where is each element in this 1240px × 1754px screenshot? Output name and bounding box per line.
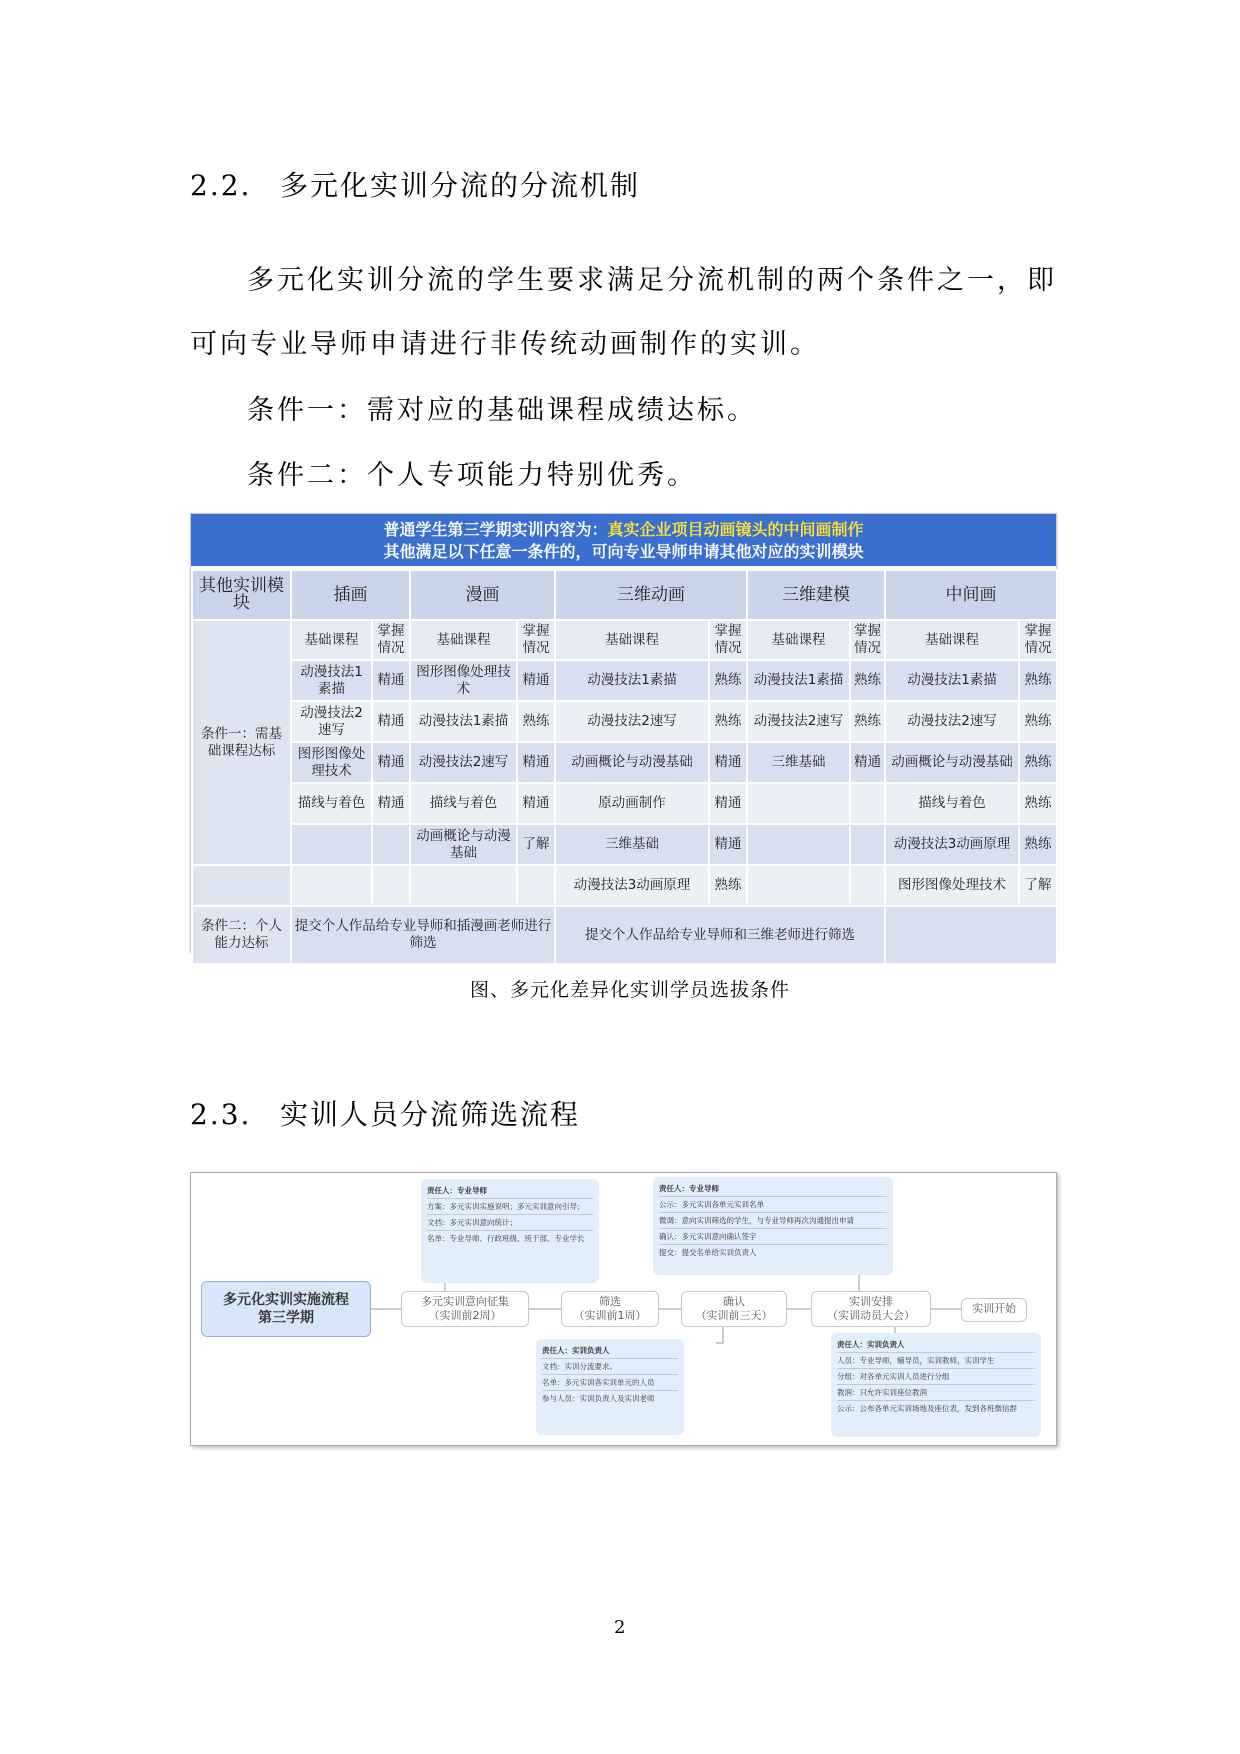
note-line: 提交：提交名单给实训负责人	[659, 1244, 887, 1260]
table-cell: 描线与着色	[885, 783, 1019, 824]
note-title: 责任人：实训负责人	[542, 1346, 610, 1355]
flow-root-node	[201, 1281, 371, 1337]
note-line: 文档：多元实训意向统计；	[427, 1214, 593, 1230]
sub-header-level: 掌握情况	[517, 620, 555, 660]
table-cell: 动漫技法2速写	[747, 701, 850, 742]
sub-header-course: 基础课程	[885, 620, 1019, 660]
page-number: 2	[614, 1617, 626, 1638]
table-cell: 动漫技法1素描	[291, 660, 372, 701]
table-cell: 动漫技法3动画原理	[555, 865, 709, 906]
flow-step-screen	[561, 1291, 659, 1327]
table-cell: 精通	[517, 783, 555, 824]
table-cell	[372, 824, 410, 865]
table-cell: 动画概论与动漫基础	[410, 824, 517, 865]
section-title: 实训人员分流筛选流程	[280, 1098, 581, 1131]
note-line: 名单：多元实训各实训单元的人员	[542, 1374, 678, 1390]
table-row	[192, 742, 1057, 783]
table-cell	[747, 783, 850, 824]
table-cell: 精通	[709, 783, 747, 824]
condition-one-label: 条件一：需基础课程达标	[192, 620, 291, 865]
step-time: （实训前1周）	[573, 1309, 647, 1322]
note-line: 公示：公布各单元实训场地及座位表，发到各班微信群	[837, 1400, 1035, 1416]
condition-two-text: 条件二：个人专项能力特别优秀。	[247, 460, 697, 491]
table-cell: 了解	[1019, 865, 1057, 906]
table-cell: 三维基础	[747, 742, 850, 783]
note-confirm	[653, 1177, 893, 1275]
note-title: 责任人：实训负责人	[837, 1340, 905, 1349]
condition-two-label: 条件二：个人能力达标	[192, 906, 291, 964]
table-cell: 动漫技法2速写	[555, 701, 709, 742]
table-cell: 熟练	[1019, 701, 1057, 742]
table-cell: 精通	[517, 742, 555, 783]
table-cell: 熟练	[1019, 742, 1057, 783]
step-time: （实训动员大会）	[827, 1309, 915, 1322]
table-cell: 精通	[709, 742, 747, 783]
note-line: 确认：多元实训意向确认签字	[659, 1228, 887, 1244]
table-cell: 熟练	[1019, 783, 1057, 824]
table-cell	[747, 824, 850, 865]
note-line: 教润：只允许实训座位教润	[837, 1384, 1035, 1400]
condition-two-empty	[885, 906, 1057, 964]
table-row	[192, 701, 1057, 742]
table-cell	[291, 865, 372, 906]
sub-header-level: 掌握情况	[709, 620, 747, 660]
table-cell: 熟练	[850, 660, 885, 701]
table-cell	[291, 824, 372, 865]
criteria-table	[191, 569, 1058, 965]
table-cell: 动漫技法1素描	[410, 701, 517, 742]
figure-caption: 图、多元化差异化实训学员选拔条件	[470, 979, 791, 1001]
table-row	[192, 865, 1057, 906]
table-cell: 图形图像处理技术	[410, 660, 517, 701]
section-number: 2.2.	[190, 169, 252, 202]
table-cell	[517, 865, 555, 906]
note-line: 微调：意向实训筛选的学生，与专业导师再次沟通提出申请	[659, 1212, 887, 1228]
banner-line1-prefix: 普通学生第三学期实训内容为：	[383, 520, 608, 539]
sub-header-level: 掌握情况	[372, 620, 410, 660]
table-cell	[850, 824, 885, 865]
sub-header-course: 基础课程	[555, 620, 709, 660]
step-time: （实训前2周）	[428, 1309, 502, 1322]
section-title: 多元化实训分流的分流机制	[280, 169, 641, 202]
table-cell	[747, 865, 850, 906]
table-cell: 熟练	[1019, 660, 1057, 701]
table-cell: 精通	[709, 824, 747, 865]
table-cell: 描线与着色	[291, 783, 372, 824]
module-header: 三维建模	[747, 570, 885, 620]
section-number: 2.3.	[190, 1098, 252, 1131]
table-cell: 三维基础	[555, 824, 709, 865]
note-arrange	[831, 1333, 1041, 1437]
table-cell: 熟练	[709, 865, 747, 906]
table-cell: 动漫技法1素描	[747, 660, 850, 701]
selection-criteria-table-figure	[190, 513, 1057, 953]
flow-step-confirm	[681, 1291, 787, 1327]
condition-two-illustration: 提交个人作品给专业导师和插漫画老师进行筛选	[291, 906, 555, 964]
condition-one-text: 条件一：需对应的基础课程成绩达标。	[247, 395, 757, 426]
table-cell: 精通	[517, 660, 555, 701]
table-cell: 精通	[850, 742, 885, 783]
step-title: 多元实训意向征集	[421, 1295, 509, 1308]
step-title: 确认	[723, 1295, 745, 1308]
note-line: 方案：多元实训实施说明；多元实训意向引导；	[427, 1198, 593, 1214]
flow-root-line: 第三学期	[258, 1310, 314, 1326]
module-header: 中间画	[885, 570, 1057, 620]
note-line: 人员：专业导师，辅导员，实训教师，实训学生	[837, 1352, 1035, 1368]
table-cell: 动漫技法2速写	[885, 701, 1019, 742]
table-cell: 精通	[372, 783, 410, 824]
table-cell: 精通	[372, 701, 410, 742]
flow-step-arrange	[811, 1291, 931, 1327]
table-row	[192, 660, 1057, 701]
banner-line2: 其他满足以下任意一条件的，可向专业导师申请其他对应的实训模块	[383, 542, 864, 561]
flow-step-collect	[401, 1291, 529, 1327]
step-title: 实训安排	[849, 1295, 893, 1308]
note-line: 参与人员：实训负责人及实训老师	[542, 1390, 678, 1406]
table-header-row	[192, 570, 1057, 620]
sub-header-level: 掌握情况	[1019, 620, 1057, 660]
table-cell: 了解	[517, 824, 555, 865]
note-screen	[536, 1339, 684, 1435]
table-row	[192, 783, 1057, 824]
sub-header-level: 掌握情况	[850, 620, 885, 660]
flow-step-start: 实训开始	[961, 1298, 1027, 1322]
module-header: 三维动画	[555, 570, 747, 620]
banner-line1-highlight: 真实企业项目动画镜头的中间画制作	[607, 520, 864, 539]
table-cell: 图形图像处理技术	[291, 742, 372, 783]
table-cell: 熟练	[709, 701, 747, 742]
step-title: 筛选	[599, 1295, 621, 1308]
table-cell: 描线与着色	[410, 783, 517, 824]
note-line: 分组：对各单元实训人员进行分组	[837, 1368, 1035, 1384]
table-cell-empty	[192, 865, 291, 906]
paragraph-line: 可向专业导师申请进行非传统动画制作的实训。	[190, 329, 820, 360]
table-cell: 精通	[372, 742, 410, 783]
sub-header-course: 基础课程	[291, 620, 372, 660]
table-cell: 动画概论与动漫基础	[555, 742, 709, 783]
table-cell: 熟练	[517, 701, 555, 742]
table-cell: 动漫技法2速写	[291, 701, 372, 742]
table-cell: 图形图像处理技术	[885, 865, 1019, 906]
table-cell: 熟练	[709, 660, 747, 701]
paragraph-line: 多元化实训分流的学生要求满足分流机制的两个条件之一，即	[247, 265, 1057, 296]
flowchart-figure	[190, 1172, 1057, 1446]
table-cell: 熟练	[850, 701, 885, 742]
table-cell	[850, 865, 885, 906]
condition-two-row	[192, 906, 1057, 964]
table-subheader-row	[192, 620, 1057, 660]
table-cell: 动漫技法3动画原理	[885, 824, 1019, 865]
note-collect	[421, 1179, 599, 1283]
table-cell	[850, 783, 885, 824]
table-cell: 动漫技法2速写	[410, 742, 517, 783]
table-cell: 熟练	[1019, 824, 1057, 865]
table-cell: 精通	[372, 660, 410, 701]
table-cell: 动漫技法1素描	[885, 660, 1019, 701]
table-cell: 动漫技法1素描	[555, 660, 709, 701]
table-cell	[410, 865, 517, 906]
table-cell: 原动画制作	[555, 783, 709, 824]
note-line: 公示：多元实训各单元实训名单	[659, 1196, 887, 1212]
flow-root-line: 多元化实训实施流程	[223, 1292, 349, 1308]
note-line: 文档：实训分流要求。	[542, 1358, 678, 1374]
table-cell	[372, 865, 410, 906]
sub-header-course: 基础课程	[747, 620, 850, 660]
step-time: （实训前三天）	[695, 1309, 773, 1322]
table-corner-cell: 其他实训模块	[192, 570, 291, 620]
module-header: 插画	[291, 570, 410, 620]
table-row	[192, 824, 1057, 865]
condition-two-3d: 提交个人作品给专业导师和三维老师进行筛选	[555, 906, 885, 964]
note-title: 责任人：专业导师	[659, 1184, 719, 1193]
table-banner	[191, 514, 1056, 566]
section-heading-2-2	[190, 164, 640, 204]
note-line: 名单：专业导师、行政班级、班干部、专业学长	[427, 1230, 593, 1246]
module-header: 漫画	[410, 570, 555, 620]
connector	[716, 1325, 723, 1343]
section-heading-2-3	[190, 1093, 580, 1133]
table-cell: 动画概论与动漫基础	[885, 742, 1019, 783]
sub-header-course: 基础课程	[410, 620, 517, 660]
note-title: 责任人：专业导师	[427, 1186, 487, 1195]
